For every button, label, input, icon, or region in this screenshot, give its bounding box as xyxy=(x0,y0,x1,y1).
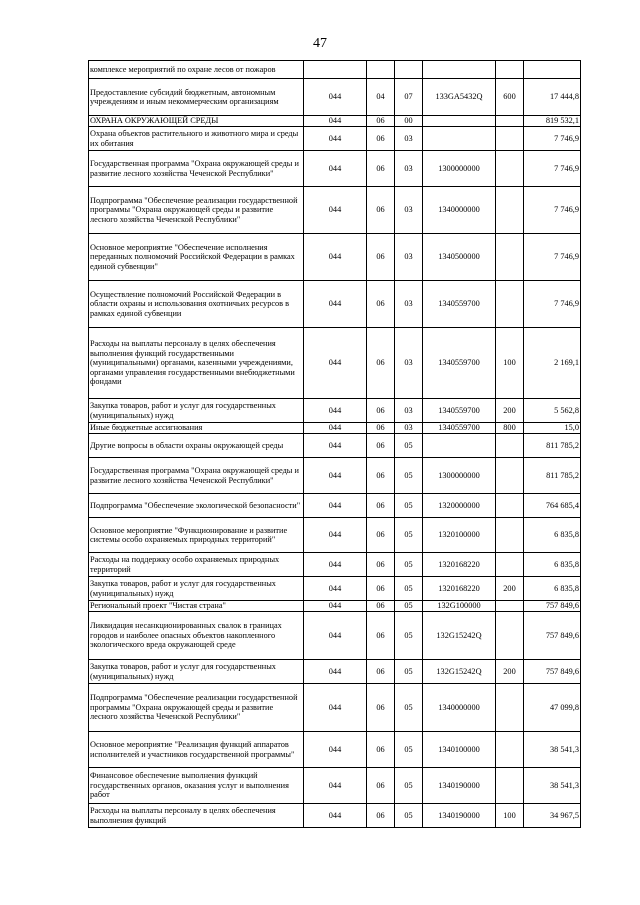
expense-type-code xyxy=(496,601,524,612)
grbs-code: 044 xyxy=(304,660,367,684)
budget-item-name: Подпрограмма "Обеспечение экологической безопасности" xyxy=(89,494,304,518)
expense-type-code: 200 xyxy=(496,660,524,684)
budget-item-name: ОХРАНА ОКРУЖАЮЩЕЙ СРЕДЫ xyxy=(89,116,304,127)
amount: 757 849,6 xyxy=(524,660,581,684)
expense-type-code xyxy=(496,151,524,187)
grbs-code: 044 xyxy=(304,187,367,234)
subsection-code: 03 xyxy=(395,234,423,281)
subsection-code: 05 xyxy=(395,434,423,458)
grbs-code: 044 xyxy=(304,127,367,151)
budget-item-name: Финансовое обеспечение выполнения функций государственных органов, оказания услуг и выполнения работ xyxy=(89,768,304,804)
amount xyxy=(524,61,581,79)
expense-type-code xyxy=(496,281,524,328)
budget-item-name: Охрана объектов растительного и животного мира и среды их обитания xyxy=(89,127,304,151)
expense-type-code xyxy=(496,234,524,281)
budget-table xyxy=(88,60,581,828)
amount: 2 169,1 xyxy=(524,328,581,399)
section-code: 06 xyxy=(367,434,395,458)
target-article-code: 132G100000 xyxy=(423,601,496,612)
budget-item-name: Подпрограмма "Обеспечение реализации государственной программы "Охрана окружающей среды и развитие лесного хозяйства Чеченской Республики" xyxy=(89,187,304,234)
expense-type-code xyxy=(496,732,524,768)
budget-item-name: Основное мероприятие "Функционирование и развитие системы особо охраняемых природных территорий" xyxy=(89,518,304,553)
budget-item-name: Ликвидация несанкционированных свалок в границах городов и наиболее опасных объектов накопленного экологического вреда окружающей среде xyxy=(89,612,304,660)
expense-type-code xyxy=(496,768,524,804)
expense-type-code: 800 xyxy=(496,423,524,434)
section-code: 06 xyxy=(367,127,395,151)
target-article-code: 1340559700 xyxy=(423,328,496,399)
section-code: 06 xyxy=(367,732,395,768)
table-row xyxy=(89,281,581,328)
target-article-code: 1320000000 xyxy=(423,494,496,518)
grbs-code: 044 xyxy=(304,577,367,601)
budget-item-name: Другие вопросы в области охраны окружающей среды xyxy=(89,434,304,458)
expense-type-code xyxy=(496,518,524,553)
budget-item-name: Закупка товаров, работ и услуг для государственных (муниципальных) нужд xyxy=(89,577,304,601)
budget-item-name: Государственная программа "Охрана окружающей среды и развитие лесного хозяйства Чеченской Республики" xyxy=(89,458,304,494)
budget-item-name: Государственная программа "Охрана окружающей среды и развитие лесного хозяйства Чеченской Республики" xyxy=(89,151,304,187)
target-article-code: 1340559700 xyxy=(423,281,496,328)
section-code: 06 xyxy=(367,458,395,494)
grbs-code: 044 xyxy=(304,553,367,577)
section-code: 06 xyxy=(367,660,395,684)
grbs-code: 044 xyxy=(304,494,367,518)
budget-item-name: Осуществление полномочий Российской Федерации в области охраны и использования охотничьих ресурсов в рамках единой субвенции xyxy=(89,281,304,328)
amount: 7 746,9 xyxy=(524,187,581,234)
table-row xyxy=(89,577,581,601)
amount: 764 685,4 xyxy=(524,494,581,518)
subsection-code: 05 xyxy=(395,577,423,601)
target-article-code: 1340000000 xyxy=(423,684,496,732)
target-article-code: 1340500000 xyxy=(423,234,496,281)
subsection-code: 03 xyxy=(395,127,423,151)
table-row xyxy=(89,601,581,612)
expense-type-code: 200 xyxy=(496,399,524,423)
subsection-code: 05 xyxy=(395,732,423,768)
section-code: 06 xyxy=(367,328,395,399)
expense-type-code xyxy=(496,434,524,458)
target-article-code xyxy=(423,61,496,79)
expense-type-code xyxy=(496,127,524,151)
subsection-code: 05 xyxy=(395,684,423,732)
expense-type-code: 200 xyxy=(496,577,524,601)
target-article-code: 1340190000 xyxy=(423,804,496,828)
target-article-code xyxy=(423,434,496,458)
section-code: 06 xyxy=(367,116,395,127)
table-row xyxy=(89,684,581,732)
subsection-code: 03 xyxy=(395,328,423,399)
grbs-code: 044 xyxy=(304,116,367,127)
budget-item-name: комплексе мероприятий по охране лесов от пожаров xyxy=(89,61,304,79)
grbs-code: 044 xyxy=(304,612,367,660)
expense-type-code: 100 xyxy=(496,328,524,399)
budget-item-name: Предоставление субсидий бюджетным, автономным учреждениям и иным некоммерческим организациям xyxy=(89,79,304,116)
amount: 38 541,3 xyxy=(524,732,581,768)
subsection-code: 05 xyxy=(395,612,423,660)
amount: 15,0 xyxy=(524,423,581,434)
table-row xyxy=(89,732,581,768)
subsection-code: 00 xyxy=(395,116,423,127)
expense-type-code xyxy=(496,61,524,79)
section-code: 04 xyxy=(367,79,395,116)
target-article-code: 1340100000 xyxy=(423,732,496,768)
budget-item-name: Закупка товаров, работ и услуг для государственных (муниципальных) нужд xyxy=(89,399,304,423)
budget-item-name: Региональный проект "Чистая страна" xyxy=(89,601,304,612)
subsection-code: 03 xyxy=(395,281,423,328)
grbs-code: 044 xyxy=(304,458,367,494)
section-code: 06 xyxy=(367,804,395,828)
section-code: 06 xyxy=(367,518,395,553)
budget-item-name: Основное мероприятие "Обеспечение исполнения переданных полномочий Российской Федерации в рамках единой субвенции" xyxy=(89,234,304,281)
table-row xyxy=(89,612,581,660)
amount: 6 835,8 xyxy=(524,518,581,553)
grbs-code: 044 xyxy=(304,399,367,423)
grbs-code: 044 xyxy=(304,804,367,828)
table-row xyxy=(89,518,581,553)
section-code: 06 xyxy=(367,423,395,434)
target-article-code: 1340190000 xyxy=(423,768,496,804)
expense-type-code xyxy=(496,187,524,234)
subsection-code: 05 xyxy=(395,458,423,494)
grbs-code: 044 xyxy=(304,328,367,399)
subsection-code: 05 xyxy=(395,660,423,684)
grbs-code: 044 xyxy=(304,423,367,434)
grbs-code: 044 xyxy=(304,732,367,768)
table-row xyxy=(89,458,581,494)
section-code: 06 xyxy=(367,151,395,187)
target-article-code: 1340559700 xyxy=(423,399,496,423)
amount: 17 444,8 xyxy=(524,79,581,116)
section-code xyxy=(367,61,395,79)
subsection-code: 05 xyxy=(395,804,423,828)
amount: 38 541,3 xyxy=(524,768,581,804)
table-row xyxy=(89,328,581,399)
budget-table-body xyxy=(89,61,581,828)
section-code: 06 xyxy=(367,577,395,601)
page-number: 47 xyxy=(313,36,327,51)
amount: 811 785,2 xyxy=(524,458,581,494)
amount: 6 835,8 xyxy=(524,577,581,601)
section-code: 06 xyxy=(367,684,395,732)
amount: 757 849,6 xyxy=(524,601,581,612)
table-row xyxy=(89,116,581,127)
amount: 757 849,6 xyxy=(524,612,581,660)
grbs-code: 044 xyxy=(304,234,367,281)
grbs-code: 044 xyxy=(304,281,367,328)
expense-type-code xyxy=(496,684,524,732)
table-row xyxy=(89,187,581,234)
table-row xyxy=(89,127,581,151)
section-code: 06 xyxy=(367,494,395,518)
budget-item-name: Закупка товаров, работ и услуг для государственных (муниципальных) нужд xyxy=(89,660,304,684)
section-code: 06 xyxy=(367,601,395,612)
subsection-code xyxy=(395,61,423,79)
amount: 6 835,8 xyxy=(524,553,581,577)
expense-type-code xyxy=(496,458,524,494)
subsection-code: 05 xyxy=(395,601,423,612)
grbs-code: 044 xyxy=(304,601,367,612)
table-row xyxy=(89,553,581,577)
budget-item-name: Расходы на поддержку особо охраняемых природных территорий xyxy=(89,553,304,577)
target-article-code: 1320100000 xyxy=(423,518,496,553)
section-code: 06 xyxy=(367,234,395,281)
section-code: 06 xyxy=(367,553,395,577)
table-row xyxy=(89,768,581,804)
section-code: 06 xyxy=(367,399,395,423)
table-row xyxy=(89,494,581,518)
target-article-code: 132G15242Q xyxy=(423,612,496,660)
grbs-code: 044 xyxy=(304,518,367,553)
budget-item-name: Иные бюджетные ассигнования xyxy=(89,423,304,434)
budget-item-name: Основное мероприятие "Реализация функций аппаратов исполнителей и участников государственной программы" xyxy=(89,732,304,768)
target-article-code: 133GA5432Q xyxy=(423,79,496,116)
amount: 7 746,9 xyxy=(524,151,581,187)
section-code: 06 xyxy=(367,768,395,804)
subsection-code: 05 xyxy=(395,553,423,577)
table-row xyxy=(89,423,581,434)
target-article-code: 1320168220 xyxy=(423,577,496,601)
target-article-code: 1320168220 xyxy=(423,553,496,577)
table-row xyxy=(89,79,581,116)
target-article-code xyxy=(423,127,496,151)
grbs-code: 044 xyxy=(304,79,367,116)
table-row xyxy=(89,660,581,684)
table-row xyxy=(89,434,581,458)
expense-type-code xyxy=(496,553,524,577)
amount: 7 746,9 xyxy=(524,127,581,151)
subsection-code: 07 xyxy=(395,79,423,116)
subsection-code: 05 xyxy=(395,518,423,553)
target-article-code xyxy=(423,116,496,127)
amount: 34 967,5 xyxy=(524,804,581,828)
subsection-code: 03 xyxy=(395,399,423,423)
grbs-code: 044 xyxy=(304,434,367,458)
grbs-code: 044 xyxy=(304,768,367,804)
target-article-code: 1340559700 xyxy=(423,423,496,434)
table-row xyxy=(89,399,581,423)
subsection-code: 03 xyxy=(395,423,423,434)
amount: 811 785,2 xyxy=(524,434,581,458)
budget-item-name: Подпрограмма "Обеспечение реализации государственной программы "Охрана окружающей среды и развитие лесного хозяйства Чеченской Республики" xyxy=(89,684,304,732)
grbs-code: 044 xyxy=(304,684,367,732)
target-article-code: 1300000000 xyxy=(423,458,496,494)
target-article-code: 132G15242Q xyxy=(423,660,496,684)
grbs-code xyxy=(304,61,367,79)
table-row xyxy=(89,61,581,79)
expense-type-code xyxy=(496,116,524,127)
budget-item-name: Расходы на выплаты персоналу в целях обеспечения выполнения функций xyxy=(89,804,304,828)
table-row xyxy=(89,151,581,187)
target-article-code: 1300000000 xyxy=(423,151,496,187)
subsection-code: 03 xyxy=(395,151,423,187)
section-code: 06 xyxy=(367,187,395,234)
expense-type-code: 600 xyxy=(496,79,524,116)
amount: 47 099,8 xyxy=(524,684,581,732)
expense-type-code xyxy=(496,494,524,518)
amount: 5 562,8 xyxy=(524,399,581,423)
amount: 7 746,9 xyxy=(524,281,581,328)
table-row xyxy=(89,804,581,828)
subsection-code: 05 xyxy=(395,768,423,804)
target-article-code: 1340000000 xyxy=(423,187,496,234)
expense-type-code: 100 xyxy=(496,804,524,828)
subsection-code: 03 xyxy=(395,187,423,234)
grbs-code: 044 xyxy=(304,151,367,187)
budget-item-name: Расходы на выплаты персоналу в целях обеспечения выполнения функций государственными (муниципальными) органами, казенными учреждениями, органами управления государственными внебюджетными фондами xyxy=(89,328,304,399)
amount: 819 532,1 xyxy=(524,116,581,127)
subsection-code: 05 xyxy=(395,494,423,518)
table-row xyxy=(89,234,581,281)
expense-type-code xyxy=(496,612,524,660)
section-code: 06 xyxy=(367,281,395,328)
section-code: 06 xyxy=(367,612,395,660)
amount: 7 746,9 xyxy=(524,234,581,281)
